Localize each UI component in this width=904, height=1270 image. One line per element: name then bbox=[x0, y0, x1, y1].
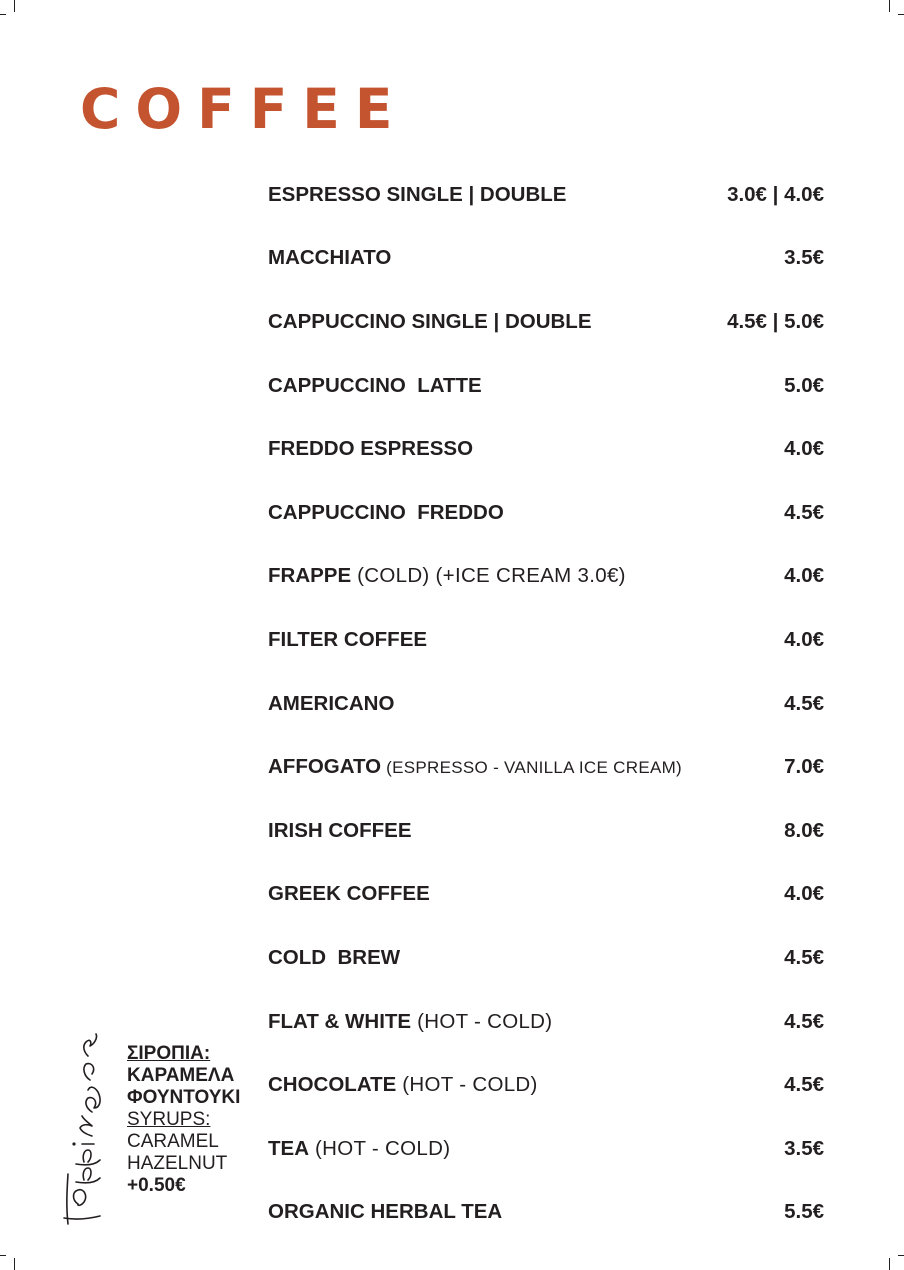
toppings-price: +0.50€ bbox=[127, 1175, 186, 1196]
item-name: CAPPUCCINO FREDDO bbox=[268, 500, 504, 524]
item-note: (ESPRESSO - VANILLA ICE CREAM) bbox=[381, 758, 683, 778]
menu-list bbox=[268, 163, 824, 1244]
menu-item-label bbox=[268, 437, 473, 461]
greek-syrups-heading: ΣΙΡΟΠΙΑ: bbox=[127, 1043, 211, 1064]
menu-item-label bbox=[268, 1073, 538, 1097]
crop-mark bbox=[898, 1255, 904, 1256]
menu-item-label bbox=[268, 1137, 450, 1161]
item-name: TEA bbox=[268, 1136, 309, 1160]
item-name: FRAPPE bbox=[268, 564, 352, 588]
menu-item bbox=[268, 1117, 824, 1181]
menu-item bbox=[268, 990, 824, 1054]
menu-item bbox=[268, 227, 824, 291]
menu-item bbox=[268, 481, 824, 545]
menu-item-label bbox=[268, 946, 400, 970]
menu-item-label bbox=[268, 246, 391, 270]
item-price: 3.5€ bbox=[784, 246, 824, 270]
menu-item bbox=[268, 926, 824, 990]
item-name: ESPRESSO SINGLE | DOUBLE bbox=[268, 182, 567, 206]
item-price: 4.0€ bbox=[784, 437, 824, 461]
menu-item bbox=[268, 545, 824, 609]
syrup-item: CARAMEL bbox=[127, 1131, 219, 1152]
item-name: CAPPUCCINO SINGLE | DOUBLE bbox=[268, 309, 592, 333]
menu-item bbox=[268, 799, 824, 863]
item-note: (COLD) (+ICE CREAM 3.0€) bbox=[351, 564, 626, 588]
crop-mark bbox=[0, 14, 6, 15]
item-price: 4.5€ | 5.0€ bbox=[727, 309, 824, 333]
item-name: AMERICANO bbox=[268, 691, 395, 715]
crop-mark bbox=[889, 1258, 890, 1270]
item-note: (HOT - COLD) bbox=[411, 1009, 553, 1033]
item-note: (HOT - COLD) bbox=[309, 1136, 451, 1160]
item-price: 4.0€ bbox=[784, 564, 824, 588]
crop-mark bbox=[889, 0, 890, 12]
item-price: 5.5€ bbox=[784, 1200, 824, 1224]
item-name: FILTER COFFEE bbox=[268, 627, 428, 651]
item-name: MACCHIATO bbox=[268, 246, 392, 270]
item-price: 4.5€ bbox=[784, 1073, 824, 1097]
item-name: COLD BREW bbox=[268, 945, 401, 969]
item-name: CAPPUCCINO LATTE bbox=[268, 373, 482, 397]
item-name: GREEK COFFEE bbox=[268, 882, 430, 906]
menu-item-label bbox=[268, 1010, 552, 1034]
menu-item bbox=[268, 1181, 824, 1245]
item-price: 4.5€ bbox=[784, 691, 824, 715]
menu-item-label bbox=[268, 183, 566, 207]
menu-item bbox=[268, 354, 824, 418]
item-price: 4.0€ bbox=[784, 882, 824, 906]
item-name: FREDDO ESPRESSO bbox=[268, 437, 474, 461]
menu-item-label bbox=[268, 882, 430, 906]
item-note: (HOT - COLD) bbox=[396, 1073, 538, 1097]
menu-item-label bbox=[268, 1200, 502, 1224]
menu-item-label bbox=[268, 501, 504, 525]
item-price: 5.0€ bbox=[784, 373, 824, 397]
item-name: CHOCOLATE bbox=[268, 1073, 397, 1097]
crop-mark bbox=[898, 14, 904, 15]
syrup-item: HAZELNUT bbox=[127, 1153, 228, 1174]
menu-item bbox=[268, 608, 824, 672]
menu-item bbox=[268, 417, 824, 481]
crop-mark bbox=[14, 0, 15, 12]
item-name: IRISH COFFEE bbox=[268, 818, 412, 842]
menu-item bbox=[268, 735, 824, 799]
item-name: ORGANIC HERBAL TEA bbox=[268, 1200, 503, 1224]
crop-mark bbox=[14, 1258, 15, 1270]
menu-item bbox=[268, 163, 824, 227]
menu-item bbox=[268, 290, 824, 354]
item-price: 4.5€ bbox=[784, 500, 824, 524]
syrups-heading: SYRUPS: bbox=[127, 1109, 211, 1130]
menu-item-label bbox=[268, 755, 682, 779]
greek-syrup-item: ΦΟΥΝΤΟΥΚΙ bbox=[127, 1087, 241, 1108]
menu-item-label bbox=[268, 564, 626, 588]
toppings-script-lettering bbox=[62, 1028, 104, 1228]
greek-syrup-item: ΚΑΡΑΜΕΛΑ bbox=[127, 1065, 235, 1086]
crop-mark bbox=[0, 1255, 6, 1256]
page-title: COFFEE bbox=[80, 77, 408, 141]
item-name: AFFOGATO bbox=[268, 755, 382, 779]
item-price: 8.0€ bbox=[784, 818, 824, 842]
menu-item-label bbox=[268, 310, 592, 334]
menu-item bbox=[268, 863, 824, 927]
menu-item bbox=[268, 672, 824, 736]
item-price: 4.0€ bbox=[784, 627, 824, 651]
menu-item-label bbox=[268, 819, 412, 843]
item-price: 3.5€ bbox=[784, 1136, 824, 1160]
item-price: 4.5€ bbox=[784, 1009, 824, 1033]
item-price: 3.0€ | 4.0€ bbox=[727, 182, 824, 206]
menu-item-label bbox=[268, 374, 482, 398]
item-name: FLAT & WHITE bbox=[268, 1009, 412, 1033]
item-price: 7.0€ bbox=[784, 755, 824, 779]
menu-item-label bbox=[268, 692, 394, 716]
menu-item bbox=[268, 1053, 824, 1117]
item-price: 4.5€ bbox=[784, 945, 824, 969]
toppings-box bbox=[127, 1043, 240, 1197]
menu-item-label bbox=[268, 628, 427, 652]
